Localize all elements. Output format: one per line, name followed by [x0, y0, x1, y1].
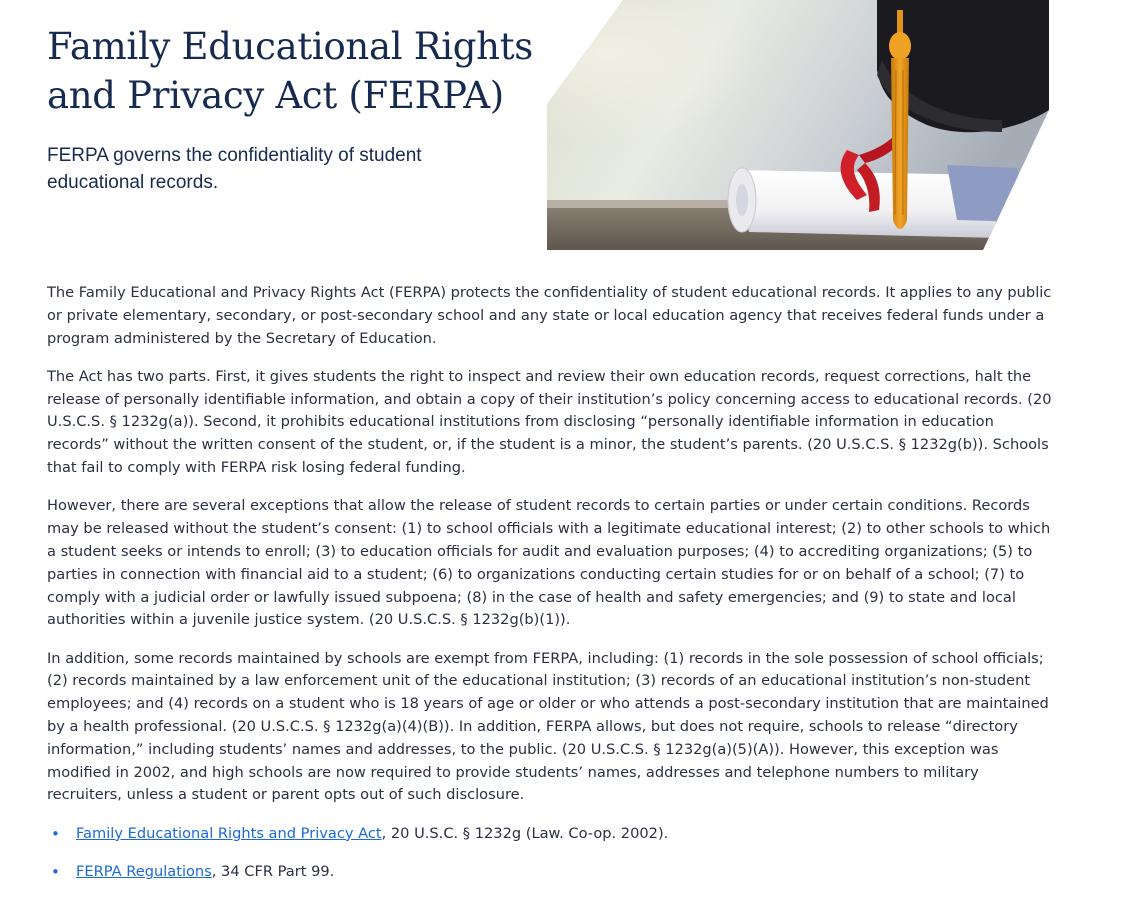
citation-text: , 34 CFR Part 99.	[211, 863, 335, 881]
resource-list	[47, 823, 1052, 884]
list-item	[47, 861, 1052, 884]
graduation-cap-icon	[547, 0, 1049, 250]
paragraph-exempt-records: In addition, some records maintained by schools are exempt from FERPA, including: (1) records in the sole possession of school officials; (2) records maintained by a law enforcement unit of the educational institution; (3) records of an educational institution’s non-student employees; and (4) records on a student who is 18 years of age or older or who attends a post-secondary institution that are maintained by a health professional. (20 U.S.C.S. § 1232g(a)(4)(B)). In addition, FERPA allows, but does not require, schools to release “directory information,” including students’ names and addresses, to the public. (20 U.S.C.S. § 1232g(a)(5)(A)). However, this exception was modified in 2002, and high schools are now required to provide students’ names, addresses and telephone numbers to military recruiters, unless a student or parent opts out of such disclosure.	[47, 649, 1049, 804]
list-item	[47, 823, 1052, 846]
article-body	[47, 282, 1052, 899]
paragraph-intro: The Family Educational and Privacy Rights Act (FERPA) protects the confidentiality of student educational records. It applies to any public or private elementary, secondary, or post-secondary school and any state or local education agency that receives federal funds under a program administered by the Secretary of Education.	[47, 284, 1052, 347]
hero-section	[0, 0, 1124, 250]
page-title: Family Educational Rights and Privacy Act (FERPA)	[47, 25, 533, 117]
citation-text: , 20 U.S.C. § 1232g (Law. Co-op. 2002).	[381, 824, 669, 842]
ferpa-act-link[interactable]: Family Educational Rights and Privacy Act	[76, 824, 382, 842]
bullet-icon: •	[51, 863, 60, 882]
page-subtitle: FERPA governs the confidentiality of student educational records.	[47, 145, 422, 193]
paragraph-two-parts: The Act has two parts. First, it gives students the right to inspect and review their own education records, request corrections, halt the release of personally identifiable information, and obtain a copy of their institution’s policy concerning access to educational records. (20 U.S.C.S. § 1232g(a)). Second, it prohibits educational institutions from disclosing “personally identifiable information in education records” without the written consent of the student, or, if the student is a minor, the student’s parents. (20 U.S.C.S. § 1232g(b)). Schools that fail to comply with FERPA risk losing federal funding.	[47, 367, 1052, 477]
bullet-icon: •	[51, 824, 60, 843]
paragraph-exceptions: However, there are several exceptions that allow the release of student records to certain parties or under certain conditions. Records may be released without the student’s consent: (1) to school officials with a legitimate educational interest; (2) to other schools to which a student seeks or intends to enroll; (3) to education officials for audit and evaluation purposes; (4) to accrediting organizations; (5) to parties in connection with financial aid to a student; (6) to organizations conducting certain studies for or on behalf of a school; (7) to comply with a judicial order or lawfully issued subpoena; (8) in the case of health and safety emergencies; and (9) to state and local authorities within a juvenile justice system. (20 U.S.C.S. § 1232g(b)(1)).	[47, 497, 1051, 629]
ferpa-regulations-link[interactable]: FERPA Regulations	[76, 863, 212, 881]
